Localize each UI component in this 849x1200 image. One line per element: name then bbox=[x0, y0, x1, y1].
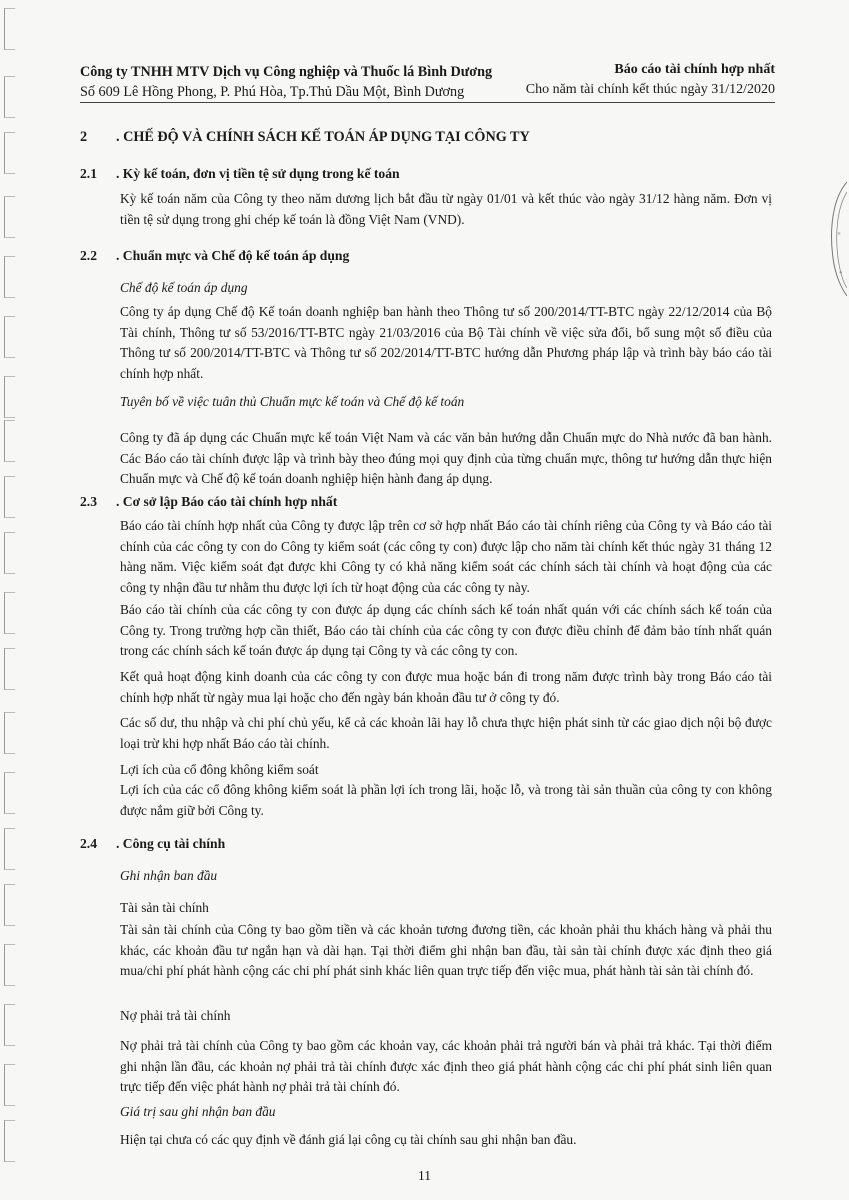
binder-mark bbox=[4, 132, 15, 174]
paragraph: Lợi ích của các cổ đông không kiểm soát là phần lợi ích trong lãi, hoặc lỗ, và trong tài sản thuần của công ty con không được nắm giữ bởi Công ty. bbox=[120, 782, 772, 818]
subsection-number: 2.4 bbox=[80, 836, 97, 851]
paragraph: Tài sản tài chính của Công ty bao gồm tiền và các khoản tương đương tiền, các khoản phải thu khách hàng và phải thu khác, các khoản đầu tư ngắn hạn và dài hạn. Tại thời điểm ghi nhận ban đầu, tài sản tài chính được xác định theo giá mua/chi phí phát hành cộng các chi phí phát sinh khác liên quan trực tiếp đến việc mua, phát hành tài sản tài chính đó. bbox=[120, 922, 772, 978]
report-header bbox=[526, 60, 775, 100]
subsection-number: 2.1 bbox=[80, 166, 97, 181]
binder-mark bbox=[4, 376, 15, 418]
report-title: Báo cáo tài chính hợp nhất bbox=[614, 62, 775, 77]
binder-mark bbox=[4, 8, 15, 50]
binder-mark bbox=[4, 592, 15, 634]
binder-mark bbox=[4, 196, 15, 238]
paragraph: Các số dư, thu nhập và chi phí chủ yếu, kể cả các khoản lãi hay lỗ chưa thực hiện phát sinh từ các giao dịch nội bộ được loại trừ khi hợp nhất Báo cáo tài chính. bbox=[120, 715, 772, 751]
section-title: . CHẾ ĐỘ VÀ CHÍNH SÁCH KẾ TOÁN ÁP DỤNG TẠI CÔNG TY bbox=[116, 129, 530, 145]
binder-mark bbox=[4, 828, 15, 870]
plain-heading: Tài sản tài chính bbox=[120, 900, 209, 915]
stamp-fragment bbox=[825, 178, 847, 298]
binder-mark bbox=[4, 712, 15, 754]
paragraph: Hiện tại chưa có các quy định về đánh giá lại công cụ tài chính sau ghi nhận ban đầu. bbox=[120, 1132, 577, 1147]
binder-mark bbox=[4, 316, 15, 358]
subsection-heading-2-2 bbox=[80, 248, 349, 264]
subsection-number: 2.2 bbox=[80, 248, 97, 263]
binder-mark bbox=[4, 648, 15, 690]
paragraph: Nợ phải trả tài chính của Công ty bao gồm các khoản vay, các khoản phải trả người bán và phải trả khác. Tại thời điểm ghi nhận lần đầu, các khoản nợ phải trả tài chính được xác định theo giá phát hành cộng các chi phí phát sinh liên quan trực tiếp đến việc phát hành nợ phải trả tài chính đó. bbox=[120, 1038, 772, 1094]
company-header bbox=[80, 62, 492, 102]
binder-mark bbox=[4, 1064, 15, 1106]
header-divider bbox=[80, 102, 775, 103]
binder-mark bbox=[4, 256, 15, 298]
italic-heading: Chế độ kế toán áp dụng bbox=[120, 280, 248, 295]
binder-mark bbox=[4, 1004, 15, 1046]
paragraph: Báo cáo tài chính hợp nhất của Công ty được lập trên cơ sở hợp nhất Báo cáo tài chính riêng của Công ty và Báo cáo tài chính của các công ty con do Công ty kiểm soát (các công ty con) được lập cho năm tài chính kết thúc ngày 31 tháng 12 hàng năm. Việc kiểm soát đạt được khi Công ty có khả năng kiểm soát các chính sách tài chính và hoạt động của các công ty nhận đầu tư nhằm thu được lợi ích từ hoạt động của các công ty này. bbox=[120, 518, 772, 595]
subsection-heading-2-4 bbox=[80, 836, 225, 852]
section-heading bbox=[80, 129, 530, 146]
plain-heading: Lợi ích của cổ đông không kiểm soát bbox=[120, 762, 319, 777]
binder-mark bbox=[4, 772, 15, 814]
binder-mark bbox=[4, 420, 15, 462]
paragraph: Công ty áp dụng Chế độ Kế toán doanh nghiệp ban hành theo Thông tư số 200/2014/TT-BTC ngày 22/12/2014 của Bộ Tài chính, Thông tư số 53/2016/TT-BTC ngày 21/03/2016 của Bộ Tài chính về việc sửa đổi, bổ sung một số điều của Thông tư số 200/2014/TT-BTC và Thông tư số 202/2014/TT-BTC hướng dẫn Phương pháp lập và trình bày báo cáo tài chính hợp nhất. bbox=[120, 304, 772, 381]
binder-mark bbox=[4, 944, 15, 986]
paragraph: Công ty đã áp dụng các Chuẩn mực kế toán Việt Nam và các văn bản hướng dẫn Chuẩn mực do Nhà nước đã ban hành. Các Báo cáo tài chính được lập và trình bày theo đúng mọi quy định của từng chuẩn mực, thông tư hướng dẫn thực hiện Chuẩn mực và Chế độ kế toán doanh nghiệp hiện hành đang áp dụng. bbox=[120, 430, 772, 486]
section-number: 2 bbox=[80, 129, 88, 145]
svg-text:*: * bbox=[839, 270, 843, 278]
subsection-heading-2-3 bbox=[80, 494, 337, 510]
subsection-title: . Chuẩn mực và Chế độ kế toán áp dụng bbox=[116, 248, 350, 263]
subsection-title: . Cơ sở lập Báo cáo tài chính hợp nhất bbox=[116, 494, 338, 509]
binder-mark bbox=[4, 476, 15, 518]
paragraph: Báo cáo tài chính của các công ty con được áp dụng các chính sách kế toán nhất quán với các chính sách kế toán của Công ty. Trong trường hợp cần thiết, Báo cáo tài chính của các công ty con được điều chỉnh để đảm bảo tính nhất quán trong các chính sách kế toán được áp dụng tại Công ty và các công ty con. bbox=[120, 602, 772, 658]
italic-heading: Tuyên bố về việc tuân thủ Chuẩn mực kế toán và Chế độ kế toán bbox=[120, 394, 465, 409]
company-address: Số 609 Lê Hồng Phong, P. Phú Hòa, Tp.Thủ Dầu Một, Bình Dương bbox=[80, 84, 465, 100]
binder-mark bbox=[4, 76, 15, 118]
page-number: 11 bbox=[418, 1168, 431, 1183]
paragraph: Kỳ kế toán năm của Công ty theo năm dương lịch bắt đầu từ ngày 01/01 và kết thúc vào ngày 31/12 hàng năm. Đơn vị tiền tệ sử dụng trong ghi chép kế toán là đồng Việt Nam (VND). bbox=[120, 191, 772, 227]
subsection-title: . Kỳ kế toán, đơn vị tiền tệ sử dụng trong kế toán bbox=[116, 166, 400, 181]
subsection-heading-2-1 bbox=[80, 166, 400, 182]
binder-mark bbox=[4, 1120, 15, 1162]
plain-heading: Nợ phải trả tài chính bbox=[120, 1008, 231, 1023]
paragraph: Kết quả hoạt động kinh doanh của các công ty con được mua hoặc bán đi trong năm được trình bày trong Báo cáo tài chính hợp nhất từ ngày mua lại hoặc cho đến ngày bán khoản đầu tư ở công ty đó. bbox=[120, 669, 772, 705]
report-period: Cho năm tài chính kết thúc ngày 31/12/2020 bbox=[525, 82, 775, 97]
company-name: Công ty TNHH MTV Dịch vụ Công nghiệp và Thuốc lá Bình Dương bbox=[80, 64, 493, 80]
svg-text:×: × bbox=[837, 230, 841, 238]
italic-heading: Giá trị sau ghi nhận ban đầu bbox=[120, 1104, 276, 1119]
binder-mark bbox=[4, 532, 15, 574]
italic-heading: Ghi nhận ban đầu bbox=[120, 868, 218, 883]
subsection-title: . Công cụ tài chính bbox=[116, 836, 226, 851]
subsection-number: 2.3 bbox=[80, 494, 97, 509]
binder-mark bbox=[4, 884, 15, 926]
